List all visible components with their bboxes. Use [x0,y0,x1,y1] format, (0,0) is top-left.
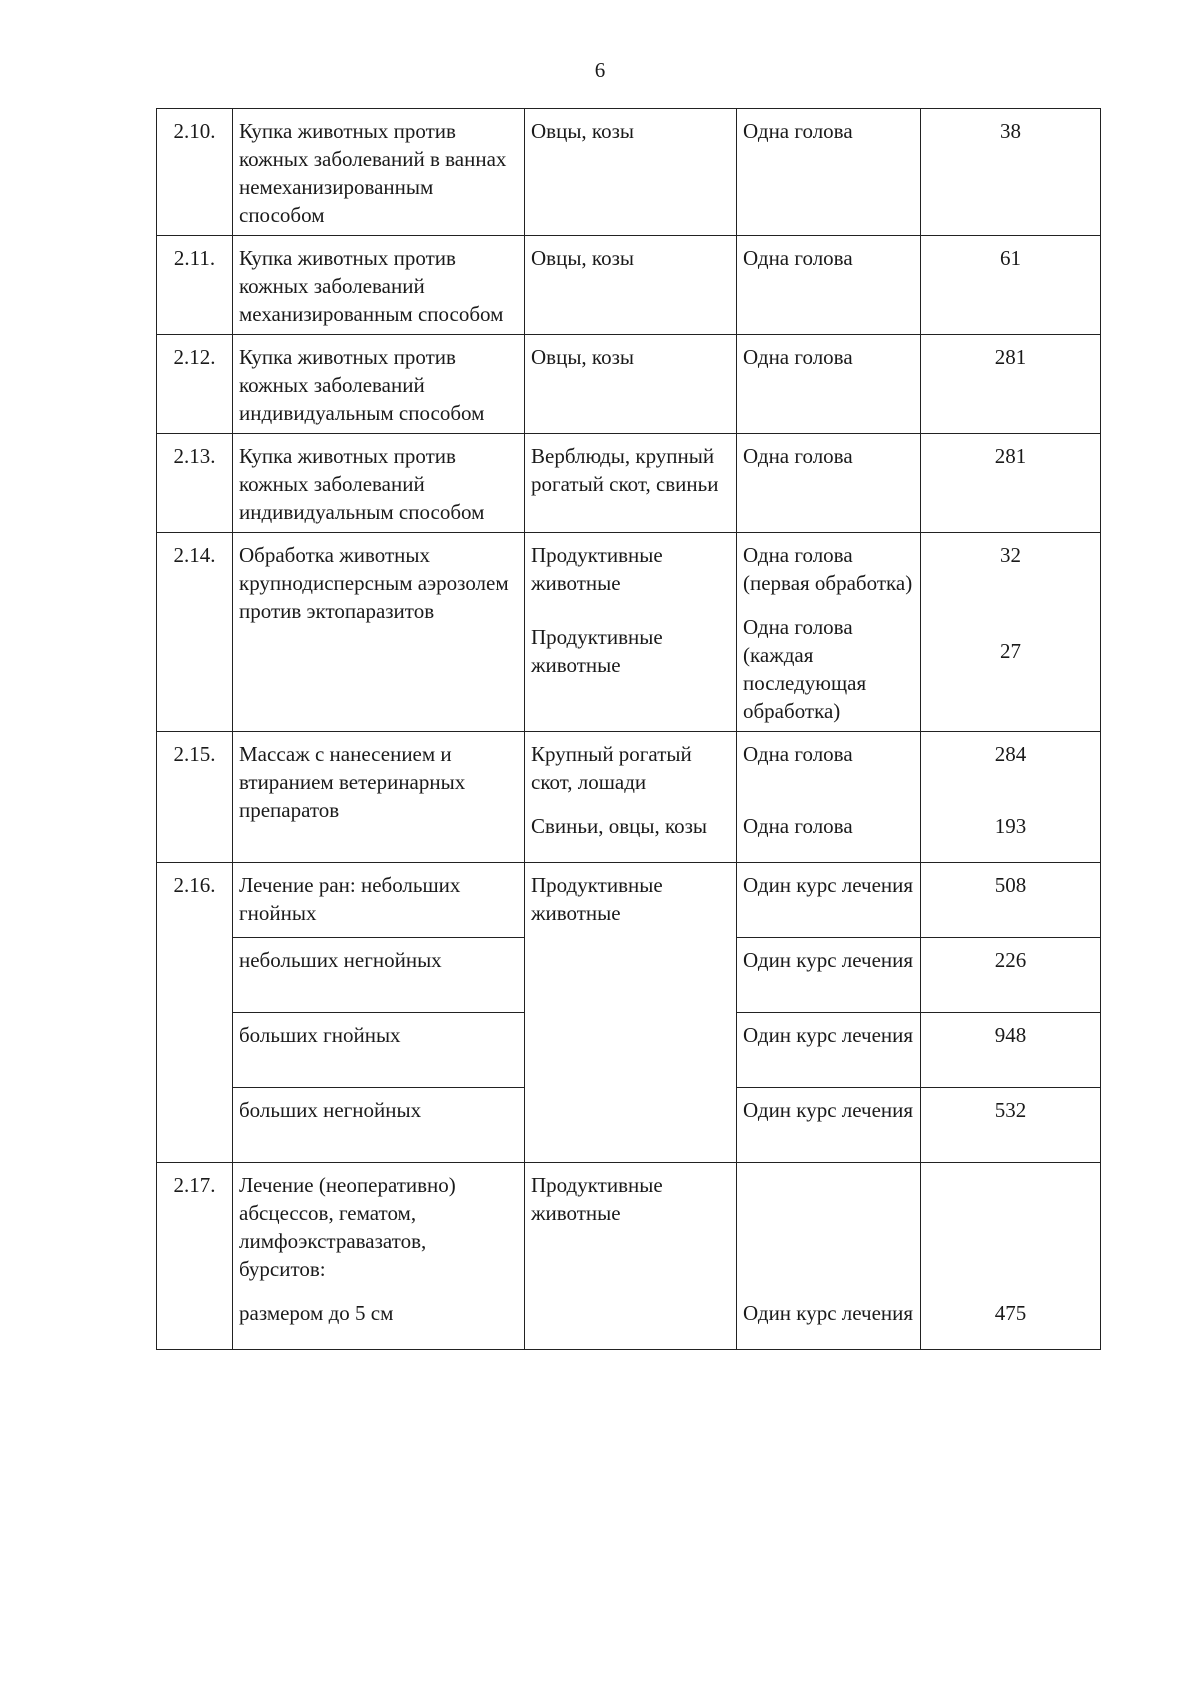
animal-type: Овцы, козы [525,236,737,335]
price: 61 [921,236,1101,335]
price: 226 [921,938,1101,1013]
table-row [157,732,1101,863]
row-number: 2.17. [157,1163,233,1350]
animal-type: Овцы, козы [525,109,737,236]
price [921,1163,1101,1350]
table-row [157,335,1101,434]
service-name: Купка животных против кожных заболеваний индивидуальным способом [233,335,525,434]
service-name: Купка животных против кожных заболеваний в ваннах немеханизированным способом [233,109,525,236]
row-number: 2.14. [157,533,233,732]
service-name: больших гнойных [233,1013,525,1088]
price: 532 [921,1088,1101,1163]
animal-type-first: Крупный рогатый скот, лошади [531,742,692,794]
animal-type: Верблюды, крупный рогатый скот, свиньи [525,434,737,533]
unit [737,732,921,863]
unit-first: Одна голова (первая обработка) [743,543,913,595]
service-name: Лечение ран: небольших гнойных [233,863,525,938]
unit-value: Один курс лечения [743,1301,914,1325]
price-second: 193 [994,814,1027,838]
row-number: 2.16. [157,863,233,1163]
service-name-main: Лечение (неоперативно) абсцессов, гематом, лимфоэкстравазатов, бурситов: [239,1173,456,1281]
unit: Одна голова [737,109,921,236]
table-row [157,533,1101,732]
unit-second: Одна голова (каждая последующая обработка) [743,615,867,723]
unit: Один курс лечения [737,863,921,938]
price [921,533,1101,732]
table-row [157,434,1101,533]
table-row [157,109,1101,236]
service-name: небольших негнойных [233,938,525,1013]
row-number: 2.15. [157,732,233,863]
page-number: 6 [594,58,606,82]
table-row [157,236,1101,335]
service-name: Купка животных против кожных заболеваний механизированным способом [233,236,525,335]
price: 38 [921,109,1101,236]
unit: Одна голова [737,434,921,533]
price-table [156,108,1100,1350]
price: 281 [921,434,1101,533]
service-name [233,1163,525,1350]
price-first: 284 [994,742,1027,766]
unit-first: Одна голова [743,742,853,766]
animal-type: Овцы, козы [525,335,737,434]
price-second: 27 [1000,639,1021,663]
unit [737,1163,921,1350]
price [921,732,1101,863]
table-row [157,1163,1101,1350]
animal-type [525,732,737,863]
price: 948 [921,1013,1101,1088]
price: 508 [921,863,1101,938]
service-name: Массаж с нанесением и втиранием ветеринарных препаратов [233,732,525,863]
unit-second: Одна голова [743,814,853,838]
row-number: 2.11. [157,236,233,335]
unit: Один курс лечения [737,938,921,1013]
row-number: 2.13. [157,434,233,533]
animal-type: Продуктивные животные [525,1163,737,1350]
unit: Один курс лечения [737,1013,921,1088]
service-name: больших негнойных [233,1088,525,1163]
price-first: 32 [1000,543,1021,567]
animal-type-second: Продуктивные животные [531,625,663,677]
service-name: Купка животных против кожных заболеваний индивидуальным способом [233,434,525,533]
unit: Один курс лечения [737,1088,921,1163]
table-row [157,863,1101,938]
row-number: 2.12. [157,335,233,434]
price-value: 475 [994,1301,1027,1325]
unit [737,533,921,732]
unit: Одна голова [737,335,921,434]
row-number: 2.10. [157,109,233,236]
animal-type: Продуктивные животные [525,863,737,1163]
unit: Одна голова [737,236,921,335]
service-name: Обработка животных крупнодисперсным аэрозолем против эктопаразитов [233,533,525,732]
animal-type [525,533,737,732]
animal-type-first: Продуктивные животные [531,543,663,595]
animal-type-second: Свиньи, овцы, козы [531,814,708,838]
service-name-sub: размером до 5 см [239,1301,394,1325]
price: 281 [921,335,1101,434]
